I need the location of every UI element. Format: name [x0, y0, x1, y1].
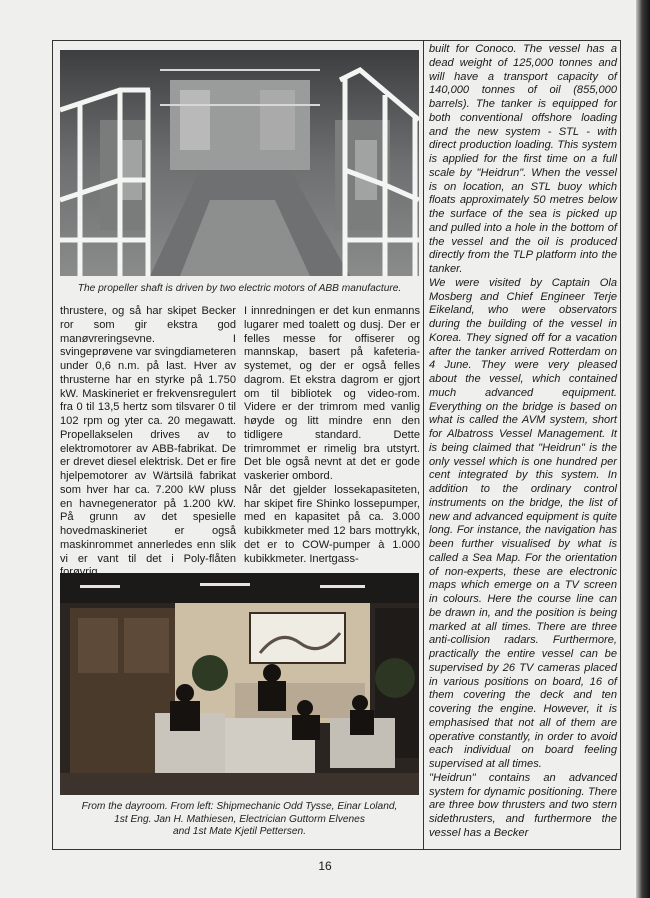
left-text-column — [60, 305, 236, 580]
middle-paragraph: I innredningen er det kun enmanns lugarer med toalett og dusj. Der er felles messe for offiserer og mannskap, basert på kafeteria-systemet, og der er også felles dagrom. Et ekstra dagrom er gjort om til bibliotek og video-rom. Videre er der trimrom med vanlig høyde og litt mindre enn den tidligere standard. Dette trimrommet er rimelig bra utstyrt. Det ble også nevnt at det er gode vaskerier ombord. — [244, 305, 420, 482]
right-text-column — [429, 43, 617, 841]
top-photo-caption: The propeller shaft is driven by two electric motors of ABB manufacture. — [77, 283, 402, 294]
right-paragraph: built for Conoco. The vessel has a dead weight of 125,000 tonnes and will have a transport capacity of 140,000 tonnes of oil (855,000 barrels). The tanker is equipped for both conventional offshore loading and the new system - STL - with direct production loading. This system is applied for the first time on a full scale by "Heidrun". When the vessel is on location, an STL buoy which floats approximately 50 metres below the surface of the sea is picked up and pulled into a hole in the bottom of the vessel and the oil is produced directly from the TLP platform into the tanker. — [429, 43, 617, 275]
caption-line: 1st Eng. Jan H. Mathiesen, Electrician Guttorm Elvenes — [114, 813, 365, 825]
caption-line: and 1st Mate Kjetil Pettersen. — [172, 826, 307, 837]
right-paragraph: "Heidrun" contains an advanced system for dynamic positioning. There are three bow thrusters and two stern sidethrusters, and furthermore the vessel has a Becker — [429, 771, 617, 839]
page-edge-shadow — [636, 0, 650, 898]
bottom-photo-caption — [60, 801, 419, 839]
middle-text-column — [244, 305, 420, 566]
left-paragraph: thrustere, og så har skipet Becker ror som gir ekstra god manøvreringsevne. I svingeprøvene var svingdiameteren under 0,6 n.m. på last. Hver av thrusterne har en styrke på 1.750 kW. Maskineriet er frekvensregulert fra 0 til 13,5 hertz som tilsvarer 0 til 102 rpm og yter ca. 20 megawatt. Propellakselen drives av to elektromotorer av ABB-fabrikat. De er drevet diesel elektrisk. Det er fire hjelpemotorer av Wärtsilä fabrikat som hver har ca. 7.200 kW pluss en havnegenerator på 1.200 kW. På grunn av det spesielle hovedmaskineriet er også maskinrommet annerledes enn slik vi er vant til det i Poly-flåten — [60, 305, 236, 565]
page-number: 16 — [318, 859, 332, 873]
right-paragraph: We were visited by Captain Ola Mosberg and Chief Engineer Terje Eikeland, who were observators during the building of the vessel in Korea. They signed off for a vacation after the tanker arrived Rotterdam on 4 June. They were very pleased about the vessel, which contained much advanced equipment. Everything on the bridge is based on what is called the AVM system, short for Albatross Vessel Management. It is being claimed that "Heidrun" is the only vessel which is one hundred per cent integrated by this system. In addition to the ordinary control instruments on the bridge, the list of new and advanced equipment is quite long. For instance, the navigation has been further visualised by what is called a Sea Map. For the orientation of non-experts, these are electronic maps which emerge on a TV screen in colours. Here the course line can be drawn in, and the position is being marked at all times. There are three anti-collision radars. Furthermore, practically the entire vessel can be supervised by 26 TV cameras placed in various positions on board, 16 of them covering the deck and ten covering the engine. However, it is emphasised that not all of them are operative constantly, in order to avoid each individual on board feeling supervised at all times. — [429, 276, 617, 770]
engine-room-photo — [60, 50, 419, 276]
middle-paragraph: Når det gjelder lossekapasiteten, har skipet fire Shinko lossepumper, med en kapasitet på ca. 3.000 kubikkmeter med 12 bars mottrykk, det er to COW-pumper à 1.000 kubikkmeter. Inertgass- — [244, 483, 420, 565]
caption-line: From the dayroom. From left: Shipmechanic Odd Tysse, Einar Loland, — [81, 801, 398, 812]
column-divider — [423, 40, 424, 850]
dayroom-photo — [60, 573, 419, 795]
